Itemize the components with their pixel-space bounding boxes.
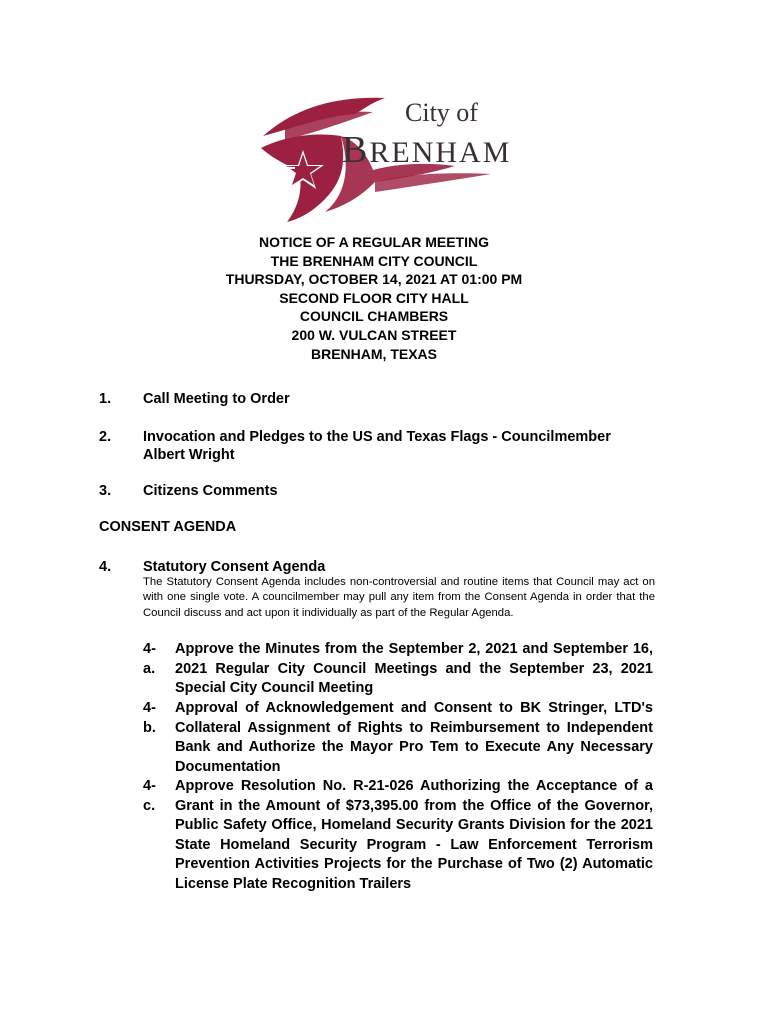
- consent-item-text: Approval of Acknowledgement and Consent to BK Stringer, LTD's Collateral Assignment of Rights to Reimbursement to Independent Bank and Authorize the Mayor Pro Tem to Execute Any Necessary Documentation: [175, 700, 653, 775]
- consent-item-text: Approve the Minutes from the September 2, 2021 and September 16, 2021 Regular City Council Meetings and the September 23, 2021 Special City Council Meeting: [175, 641, 653, 697]
- heading-line: COUNCIL CHAMBERS: [299, 308, 449, 325]
- agenda-item-title: Statutory Consent Agenda: [143, 559, 326, 575]
- city-of-brenham-logo: [255, 88, 512, 223]
- agenda-item-number: 3.: [99, 483, 112, 499]
- agenda-item-number: 4.: [99, 559, 112, 575]
- heading-line: THURSDAY, OCTOBER 14, 2021 AT 01:00 PM: [225, 271, 523, 288]
- agenda-item-number: 1.: [99, 391, 112, 407]
- logo-brenham-initial: B: [342, 129, 370, 171]
- logo-city-of-text: City of: [405, 98, 478, 127]
- agenda-item-number: 2.: [99, 429, 112, 445]
- logo-brenham-middle: RENHAM: [369, 136, 512, 169]
- consent-item-label: 4-c.: [143, 778, 156, 814]
- heading-line: NOTICE OF A REGULAR MEETING: [259, 234, 489, 250]
- agenda-item-title: Call Meeting to Order: [143, 391, 290, 407]
- heading-line: THE BRENHAM CITY COUNCIL: [270, 252, 478, 269]
- consent-item-label: 4-a.: [143, 641, 156, 677]
- heading-line: 200 W. VULCAN STREET: [291, 326, 457, 343]
- consent-item-text: Approve Resolution No. R-21-026 Authorizing the Acceptance of a Grant in the Amount of $73,395.00 from the Office of the Governor, Public Safety Office, Homeland Security Grants Division for the 2021 State Homeland Security Program - Law Enforcement Terrorism Prevention Activities Projects for the Purchase of Two (2) Automatic License Plate Recognition Trailers: [175, 778, 653, 892]
- heading-line: BRENHAM, TEXAS: [310, 345, 437, 362]
- heading-line: SECOND FLOOR CITY HALL: [279, 289, 469, 306]
- agenda-item-title: Invocation and Pledges to the US and Texas Flags - Councilmember Albert Wright: [143, 429, 611, 463]
- consent-agenda-heading: CONSENT AGENDA: [99, 519, 237, 535]
- logo-brenham-text: [342, 128, 511, 172]
- meeting-notice-heading: [100, 233, 648, 363]
- consent-agenda-description: The Statutory Consent Agenda includes non-controversial and routine items that Council may act on with one single vote. A councilmember may pull any item from the Consent Agenda in order that the Council discuss and act upon it individually as part of the Regular Agenda.: [143, 576, 655, 619]
- consent-item-label: 4-b.: [143, 700, 156, 736]
- agenda-item-title: Citizens Comments: [143, 483, 278, 499]
